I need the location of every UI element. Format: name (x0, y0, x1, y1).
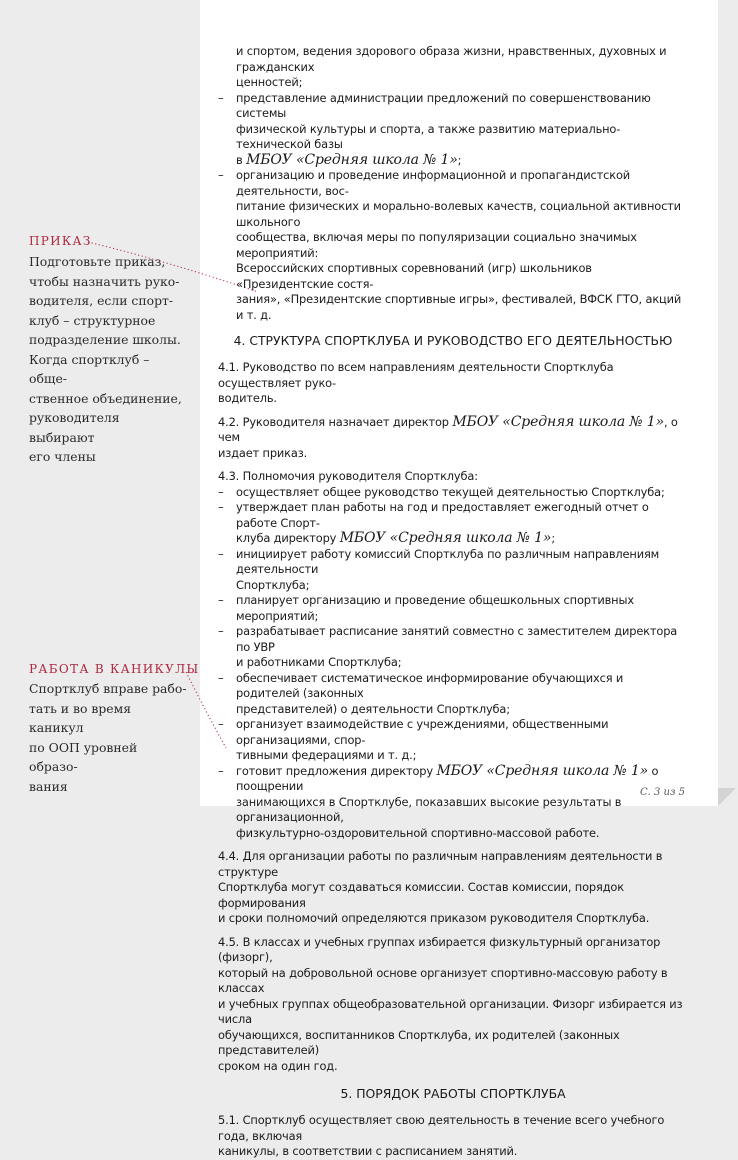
list-item: – готовит предложения директору МБОУ «Средняя школа № 1» о поощрении занимающихся в Спортклубе, показавших высокие результаты в организационной, физкультурно-оздоровительной спортивно-массовой работе. (218, 764, 688, 842)
note-text-holidays: Спортклуб вправе рабо- тать и во время каникул по ООП уровней образо- вания (29, 681, 187, 794)
note-title-holidays: РАБОТА В КАНИКУЛЫ (29, 662, 200, 676)
paragraph-4-5: 4.5. В классах и учебных группах избирается физкультурный организатор (физорг), который на добровольной основе организует спортивно-массовую работу в классах и учебных группах общеобразовательной организации. Физорг избирается из числа обучающихся, воспитанников Спортклуба, их родителей (законных представителей) сроком на один год. (218, 934, 683, 1073)
section-heading-5: 5. ПОРЯДОК РАБОТЫ СПОРТКЛУБА (340, 1086, 566, 1101)
note-title-order: ПРИКАЗ (29, 234, 92, 248)
list-item: – осуществляет общее руководство текущей деятельностью Спортклуба; (218, 485, 688, 501)
paragraph-4-3-title: 4.3. Полномочия руководителя Спортклуба: (218, 469, 478, 483)
list-item: – организацию и проведение информационной и пропагандистской деятельности, вос- питание физических и морально-волевых качеств, социальной активности школьного сообщества, включая меры по популяризации социально значимых мероприятий: Всероссийских спортивных соревнований (игр) школьников «Президентские состя- зания», «Президентские спортивные игры», фестивалей, ВФСК ГТО, акций и т. д. (218, 168, 688, 323)
list-item: – организует взаимодействие с учреждениями, общественными организациями, спор- тивными федерациями и т. д.; (218, 717, 688, 764)
list-item: – утверждает план работы на год и предоставляет ежегодный отчет о работе Спорт- клуба директору МБОУ «Средняя школа № 1»; (218, 500, 688, 547)
school-name: МБОУ «Средняя школа № 1» (452, 413, 664, 430)
page-fold-corner (718, 788, 736, 806)
list-item: – представление администрации предложений по совершенствованию системы физической культуры и спорта, а также развитию материально-технической базы в МБОУ «Средняя школа № 1»; (218, 91, 688, 169)
paragraph-4-1: 4.1. Руководство по всем направлениям деятельности Спортклуба осуществляет руко- водитель. (218, 360, 614, 405)
page-number: С. 3 из 5 (640, 787, 685, 798)
school-name: МБОУ «Средняя школа № 1» (339, 530, 552, 546)
list-item: – обеспечивает систематическое информирование обучающихся и родителей (законных представителей) о деятельности Спортклуба; (218, 671, 688, 718)
school-name: МБОУ «Средняя школа № 1» (436, 762, 649, 779)
document-body (218, 44, 688, 1160)
text-line: и спортом, ведения здорового образа жизни, нравственных, духовных и гражданских (236, 44, 667, 74)
paragraph-4-4: 4.4. Для организации работы по различным направлениям деятельности в структуре Спортклуба могут создаваться комиссии. Состав комиссии, порядок формирования и сроки полномочий определяются приказом руководителя Спортклуба. (218, 849, 663, 925)
list-item: – планирует организацию и проведение общешкольных спортивных мероприятий; (218, 593, 688, 624)
paragraph-4-2: 4.2. Руководителя назначает директор МБОУ «Средняя школа № 1», о чем издает приказ. (218, 413, 678, 460)
list-item: – разрабатывает расписание занятий совместно с заместителем директора по УВР и работниками Спортклуба; (218, 624, 688, 671)
paragraph-5-1: 5.1. Спортклуб осуществляет свою деятельность в течение всего учебного года, включая каникулы, в соответствии с расписанием занятий. (218, 1113, 665, 1158)
section-heading-4: 4. СТРУКТУРА СПОРТКЛУБА И РУКОВОДСТВО ЕГО ДЕЯТЕЛЬНОСТЬЮ (233, 333, 673, 348)
list-item: – инициирует работу комиссий Спортклуба по различным направлениям деятельности Спортклуба; (218, 547, 688, 594)
text-line: ценностей; (236, 75, 303, 89)
school-name: МБОУ «Средняя школа № 1» (246, 151, 458, 168)
note-text-order: Подготовьте приказ, чтобы назначить руко- водителя, если спорт- клуб – структурное подразделение школы. Когда спортклуб – обще- ственное объединение, руководителя выбирают его члены (29, 254, 182, 464)
